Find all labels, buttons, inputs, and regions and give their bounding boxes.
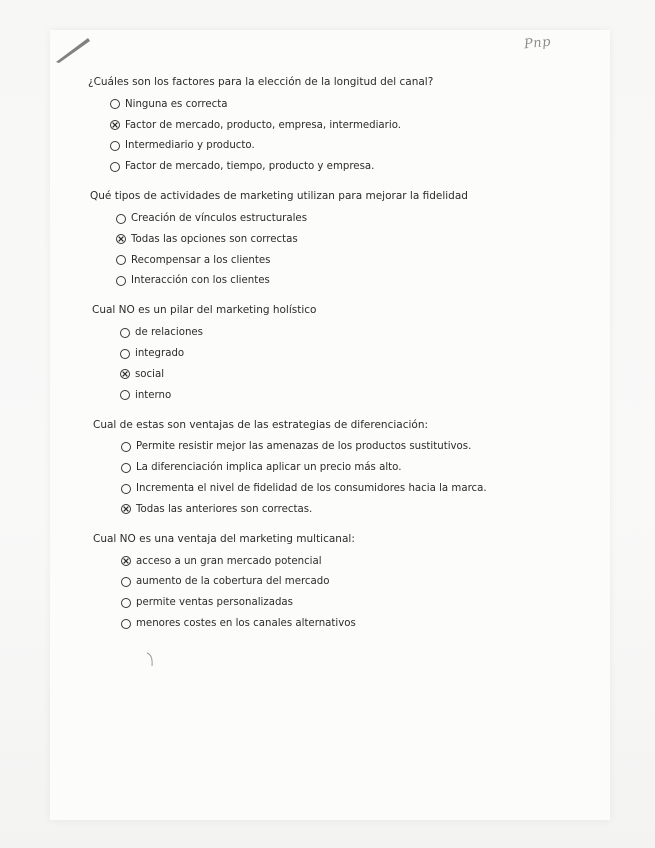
- option-label: social: [135, 368, 165, 380]
- option-item[interactable]: [110, 115, 588, 136]
- options-list: [93, 551, 588, 634]
- radio-checked-icon[interactable]: [110, 120, 120, 130]
- radio-unchecked-icon[interactable]: [120, 328, 130, 338]
- question-text: Cual NO es una ventaja del marketing multicanal:: [93, 532, 355, 545]
- handwritten-note: Pnp: [523, 34, 552, 53]
- option-label: permite ventas personalizadas: [136, 597, 293, 609]
- option-label: aumento de la cobertura del mercado: [136, 576, 330, 588]
- question-2: [90, 188, 588, 291]
- radio-unchecked-icon[interactable]: [120, 390, 130, 400]
- radio-unchecked-icon[interactable]: [110, 141, 120, 151]
- option-item[interactable]: [121, 437, 588, 458]
- option-label: Incrementa el nivel de fidelidad de los consumidores hacia la marca.: [136, 483, 487, 495]
- quiz-content: [88, 74, 588, 645]
- option-item[interactable]: [110, 94, 588, 115]
- option-label: menores costes en los canales alternativos: [136, 618, 356, 630]
- option-item[interactable]: [121, 457, 588, 478]
- option-item[interactable]: [120, 364, 588, 385]
- option-label: Todas las anteriores son correctas.: [136, 503, 313, 515]
- option-item[interactable]: [120, 322, 588, 343]
- option-label: Creación de vínculos estructurales: [131, 213, 308, 225]
- radio-unchecked-icon[interactable]: [116, 255, 126, 265]
- options-list: [88, 94, 588, 177]
- options-list: [92, 322, 588, 405]
- radio-unchecked-icon[interactable]: [121, 577, 131, 587]
- option-label: Todas las opciones son correctas: [131, 233, 298, 245]
- radio-checked-icon[interactable]: [121, 556, 131, 566]
- option-label: Factor de mercado, tiempo, producto y empresa.: [125, 161, 375, 173]
- radio-checked-icon[interactable]: [116, 234, 126, 244]
- question-3: [92, 302, 588, 405]
- radio-unchecked-icon[interactable]: [110, 99, 120, 109]
- option-item[interactable]: [110, 156, 588, 177]
- question-1: [88, 74, 588, 177]
- option-label: Interacción con los clientes: [131, 275, 270, 287]
- pencil-mark: [54, 34, 92, 64]
- option-item[interactable]: [121, 572, 588, 593]
- option-item[interactable]: [121, 551, 588, 572]
- options-list: [93, 437, 588, 520]
- radio-unchecked-icon[interactable]: [116, 276, 126, 286]
- radio-unchecked-icon[interactable]: [121, 619, 131, 629]
- option-label: Intermediario y producto.: [125, 140, 255, 152]
- option-label: Permite resistir mejor las amenazas de los productos sustitutivos.: [136, 441, 472, 453]
- option-item[interactable]: [120, 343, 588, 364]
- option-label: de relaciones: [135, 327, 203, 339]
- option-label: La diferenciación implica aplicar un precio más alto.: [136, 462, 402, 474]
- option-label: Recompensar a los clientes: [131, 254, 271, 266]
- options-list: [90, 208, 588, 291]
- option-label: Ninguna es correcta: [125, 98, 228, 110]
- radio-unchecked-icon[interactable]: [120, 349, 130, 359]
- question-text: Cual NO es un pilar del marketing holístico: [92, 304, 317, 317]
- radio-unchecked-icon[interactable]: [121, 442, 131, 452]
- radio-checked-icon[interactable]: [121, 504, 131, 514]
- option-item[interactable]: [116, 271, 588, 292]
- option-item[interactable]: [121, 478, 588, 499]
- radio-unchecked-icon[interactable]: [121, 484, 131, 494]
- option-item[interactable]: [116, 250, 588, 271]
- option-item[interactable]: [110, 136, 588, 157]
- option-item[interactable]: [116, 208, 588, 229]
- question-4: [93, 417, 588, 520]
- radio-checked-icon[interactable]: [120, 369, 130, 379]
- option-item[interactable]: [121, 613, 588, 634]
- option-label: acceso a un gran mercado potencial: [136, 555, 322, 567]
- option-label: integrado: [135, 348, 185, 360]
- question-text: Cual de estas son ventajas de las estrategias de diferenciación:: [93, 418, 429, 431]
- question-5: [93, 531, 588, 634]
- radio-unchecked-icon[interactable]: [116, 214, 126, 224]
- radio-unchecked-icon[interactable]: [110, 162, 120, 172]
- question-text: Qué tipos de actividades de marketing utilizan para mejorar la fidelidad: [90, 190, 468, 203]
- option-item[interactable]: [120, 385, 588, 406]
- pencil-scribble: [144, 650, 156, 670]
- option-label: Factor de mercado, producto, empresa, intermediario.: [125, 119, 401, 131]
- question-text: ¿Cuáles son los factores para la elección de la longitud del canal?: [88, 76, 434, 88]
- option-item[interactable]: [121, 499, 588, 520]
- option-label: interno: [135, 389, 172, 401]
- option-item[interactable]: [121, 592, 588, 613]
- radio-unchecked-icon[interactable]: [121, 598, 131, 608]
- option-item[interactable]: [116, 229, 588, 250]
- radio-unchecked-icon[interactable]: [121, 463, 131, 473]
